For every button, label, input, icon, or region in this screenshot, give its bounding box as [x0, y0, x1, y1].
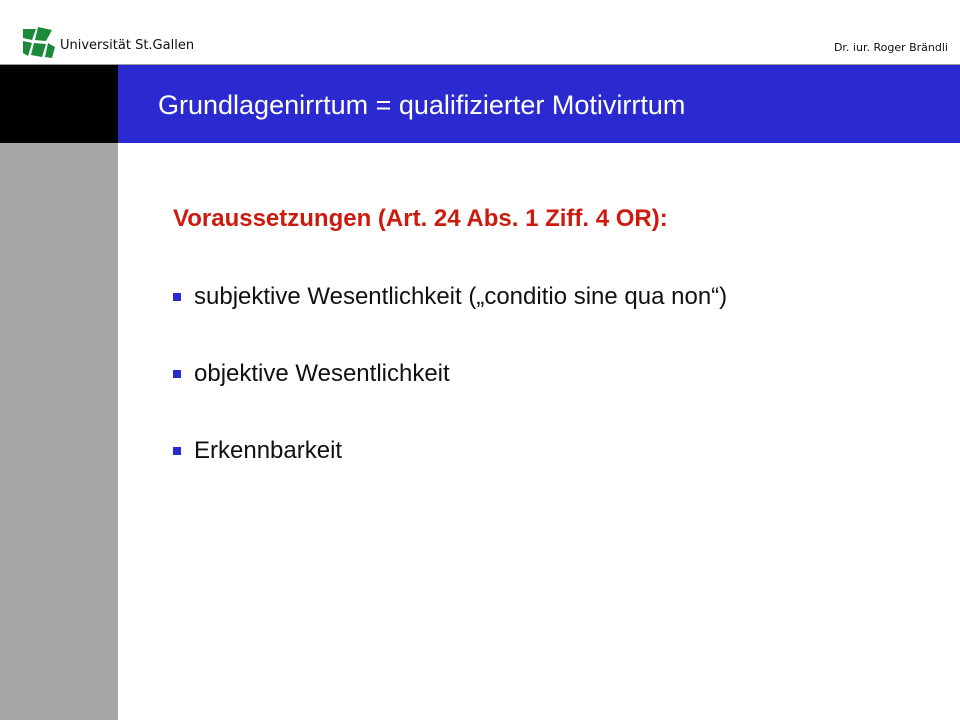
- section-heading: Voraussetzungen (Art. 24 Abs. 1 Ziff. 4 OR):: [173, 205, 668, 232]
- university-logo-icon: [22, 25, 56, 59]
- university-name: Universität St.Gallen: [60, 37, 195, 53]
- square-bullet-icon: [173, 370, 181, 378]
- square-bullet-icon: [173, 447, 181, 455]
- list-item: [173, 360, 450, 388]
- slide-content: [173, 205, 943, 464]
- title-corner-block: [0, 65, 118, 143]
- bullet-text: Erkennbarkeit: [194, 437, 343, 464]
- list-item: [173, 437, 342, 465]
- slide-title: Grundlagenirrtum = qualifizierter Motivirrtum: [158, 90, 686, 120]
- university-logo: [22, 24, 194, 60]
- title-bar: [118, 65, 960, 143]
- side-bar: [0, 143, 118, 720]
- bullet-text: objektive Wesentlichkeit: [194, 360, 450, 387]
- author-name: Dr. iur. Roger Brändli: [833, 41, 948, 54]
- bullet-text: subjektive Wesentlichkeit („conditio sine qua non“): [194, 283, 728, 310]
- square-bullet-icon: [173, 293, 181, 301]
- list-item: [173, 283, 727, 311]
